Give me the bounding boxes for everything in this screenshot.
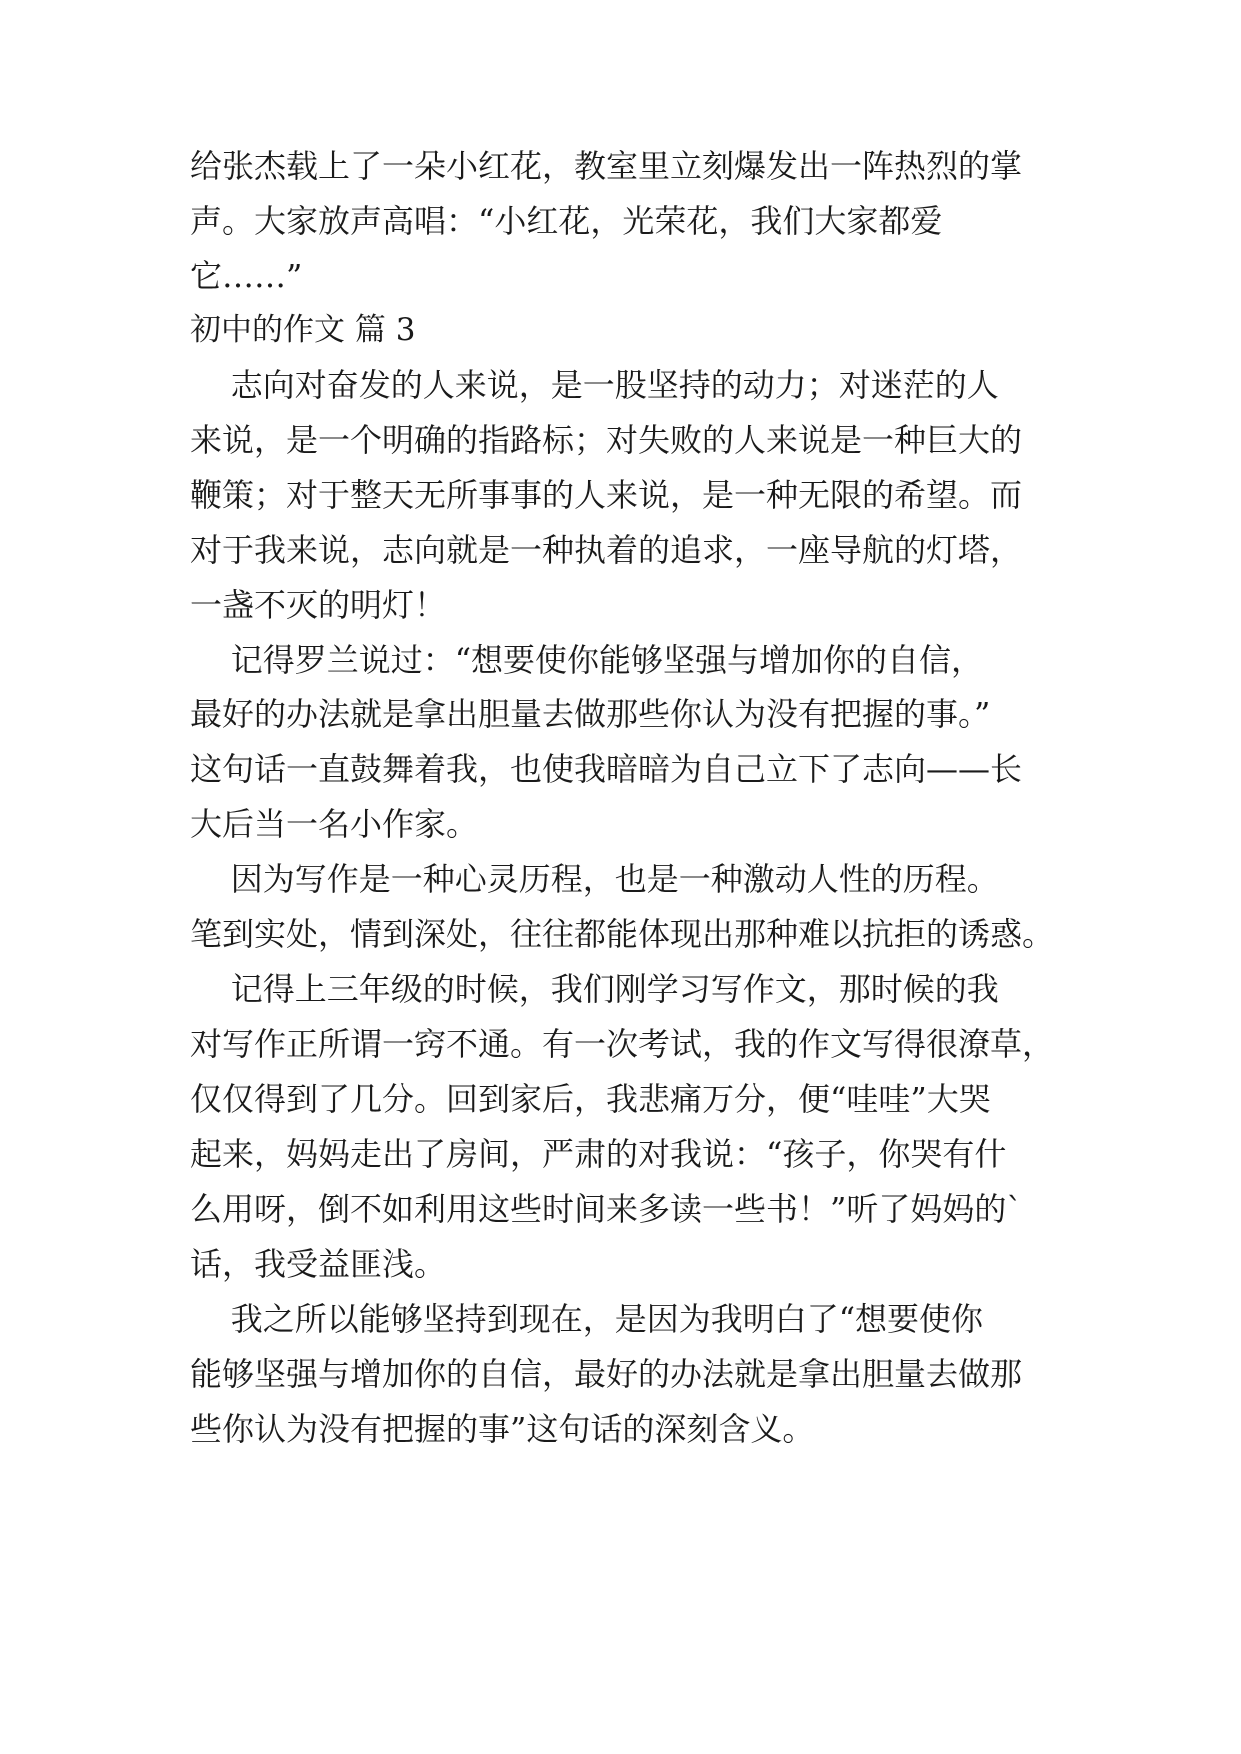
paragraph5-line-2: 能够坚强与增加你的自信，最好的办法就是拿出胆量去做那 (190, 1355, 1023, 1393)
paragraph4-line-5: 么用呀，倒不如利用这些时间来多读一些书！”听了妈妈的` (190, 1190, 1023, 1228)
intro-line-3: 它……” (190, 257, 303, 295)
paragraph4-line-3: 仅仅得到了几分。回到家后，我悲痛万分，便“哇哇”大哭 (190, 1080, 991, 1118)
paragraph1-line-4: 对于我来说，志向就是一种执着的追求，一座导航的灯塔， (190, 531, 1023, 569)
paragraph3-line-2: 笔到实处，情到深处，往往都能体现出那种难以抗拒的诱惑。 (190, 915, 1055, 953)
paragraph1-line-3: 鞭策；对于整天无所事事的人来说，是一种无限的希望。而 (190, 476, 1023, 514)
paragraph4-line-6: 话，我受益匪浅。 (190, 1245, 447, 1283)
intro-line-2: 声。大家放声高唱：“小红花，光荣花，我们大家都爱 (190, 202, 943, 240)
paragraph4-line-2: 对写作正所谓一窍不通。有一次考试，我的作文写得很潦草， (190, 1025, 1055, 1063)
section-title: 初中的作文 篇 3 (190, 312, 416, 348)
paragraph2-line-4: 大后当一名小作家。 (190, 805, 479, 843)
paragraph1-line-2: 来说，是一个明确的指路标；对失败的人来说是一种巨大的 (190, 421, 1023, 459)
paragraph5-line-3: 些你认为没有把握的事”这句话的深刻含义。 (190, 1410, 815, 1448)
paragraph2-line-1: 记得罗兰说过：“想要使你能够坚强与增加你的自信， (190, 641, 984, 679)
paragraph1-line-1: 志向对奋发的人来说，是一股坚持的动力；对迷茫的人 (190, 366, 999, 404)
paragraph3-line-1: 因为写作是一种心灵历程，也是一种激动人性的历程。 (190, 860, 999, 898)
paragraph2-line-2: 最好的办法就是拿出胆量去做那些你认为没有把握的事。” (190, 695, 991, 733)
paragraph4-line-4: 起来，妈妈走出了房间，严肃的对我说：“孩子，你哭有什 (190, 1135, 1007, 1173)
paragraph2-line-3: 这句话一直鼓舞着我，也使我暗暗为自己立下了志向——长 (190, 750, 1023, 788)
paragraph5-line-1: 我之所以能够坚持到现在，是因为我明白了“想要使你 (190, 1300, 984, 1338)
intro-line-1: 给张杰载上了一朵小红花，教室里立刻爆发出一阵热烈的掌 (190, 147, 1023, 185)
paragraph1-line-5: 一盏不灭的明灯！ (190, 586, 447, 624)
paragraph4-line-1: 记得上三年级的时候，我们刚学习写作文，那时候的我 (190, 970, 999, 1008)
